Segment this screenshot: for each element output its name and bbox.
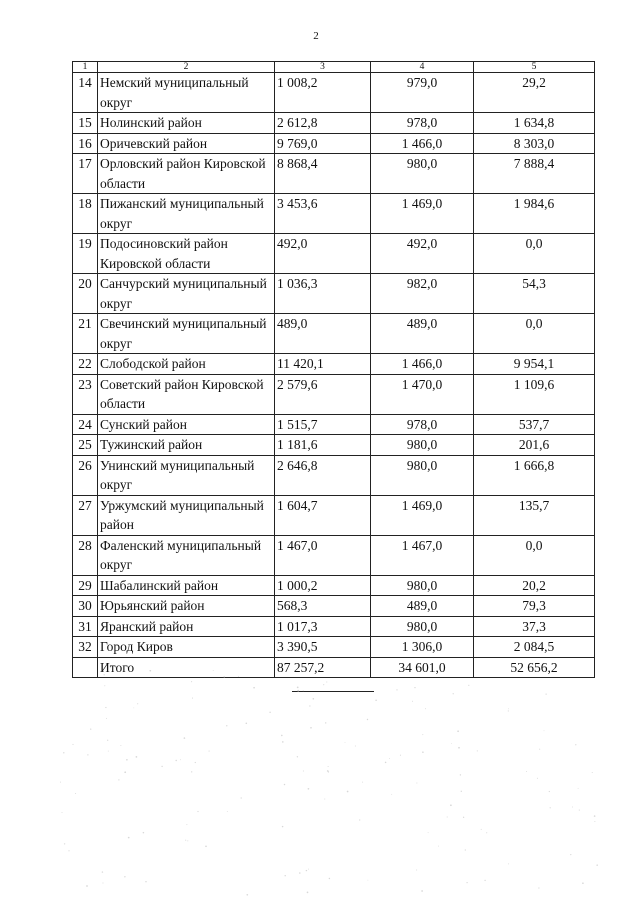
table-row — [73, 133, 595, 154]
district-name: Нолинский район — [98, 113, 275, 134]
value-col3: 1 181,6 — [275, 435, 371, 456]
value-col5: 20,2 — [474, 575, 595, 596]
value-col4: 492,0 — [371, 234, 474, 274]
value-col4: 980,0 — [371, 616, 474, 637]
table-row — [73, 73, 595, 113]
table-row — [73, 154, 595, 194]
row-number: 26 — [73, 455, 98, 495]
value-col3: 1 515,7 — [275, 414, 371, 435]
value-col4: 980,0 — [371, 455, 474, 495]
value-col5: 0,0 — [474, 314, 595, 354]
value-col3: 8 868,4 — [275, 154, 371, 194]
table-row — [73, 374, 595, 414]
value-col5: 2 084,5 — [474, 637, 595, 658]
value-col3: 568,3 — [275, 596, 371, 617]
value-col3: 489,0 — [275, 314, 371, 354]
value-col3: 11 420,1 — [275, 354, 371, 375]
total-col4: 34 601,0 — [371, 657, 474, 678]
value-col3: 1 467,0 — [275, 535, 371, 575]
value-col5: 201,6 — [474, 435, 595, 456]
row-number: 27 — [73, 495, 98, 535]
value-col4: 1 466,0 — [371, 133, 474, 154]
value-col3: 1 036,3 — [275, 274, 371, 314]
table-row — [73, 616, 595, 637]
row-number: 21 — [73, 314, 98, 354]
column-number-5: 5 — [474, 62, 595, 73]
value-col4: 1 469,0 — [371, 194, 474, 234]
value-col4: 978,0 — [371, 113, 474, 134]
total-col5: 52 656,2 — [474, 657, 595, 678]
value-col3: 492,0 — [275, 234, 371, 274]
district-name: Яранский район — [98, 616, 275, 637]
row-number: 18 — [73, 194, 98, 234]
total-col3: 87 257,2 — [275, 657, 371, 678]
table-row — [73, 354, 595, 375]
column-number-2: 2 — [98, 62, 275, 73]
district-name: Фаленский муниципальный округ — [98, 535, 275, 575]
column-number-row — [73, 62, 595, 73]
value-col5: 8 303,0 — [474, 133, 595, 154]
row-number: 31 — [73, 616, 98, 637]
value-col4: 980,0 — [371, 435, 474, 456]
value-col3: 3 390,5 — [275, 637, 371, 658]
table-row — [73, 637, 595, 658]
district-name: Немский муниципальный округ — [98, 73, 275, 113]
table-row — [73, 414, 595, 435]
row-number: 28 — [73, 535, 98, 575]
row-number: 14 — [73, 73, 98, 113]
table-row — [73, 535, 595, 575]
row-number: 17 — [73, 154, 98, 194]
district-name: Уржумский муниципальный район — [98, 495, 275, 535]
value-col4: 1 470,0 — [371, 374, 474, 414]
value-col3: 3 453,6 — [275, 194, 371, 234]
value-col5: 1 109,6 — [474, 374, 595, 414]
value-col5: 29,2 — [474, 73, 595, 113]
row-number: 29 — [73, 575, 98, 596]
total-label: Итого — [98, 657, 275, 678]
table-row — [73, 455, 595, 495]
value-col5: 1 634,8 — [474, 113, 595, 134]
table-row — [73, 575, 595, 596]
value-col3: 2 646,8 — [275, 455, 371, 495]
value-col5: 1 666,8 — [474, 455, 595, 495]
page-number: 2 — [313, 30, 319, 42]
value-col5: 79,3 — [474, 596, 595, 617]
budget-table — [72, 61, 595, 678]
row-number: 25 — [73, 435, 98, 456]
table-row — [73, 194, 595, 234]
value-col5: 37,3 — [474, 616, 595, 637]
scan-noise — [60, 670, 600, 900]
table-row — [73, 314, 595, 354]
table-row — [73, 495, 595, 535]
district-name: Шабалинский район — [98, 575, 275, 596]
row-number: 16 — [73, 133, 98, 154]
value-col4: 980,0 — [371, 154, 474, 194]
value-col4: 1 467,0 — [371, 535, 474, 575]
row-number: 30 — [73, 596, 98, 617]
value-col3: 2 612,8 — [275, 113, 371, 134]
value-col5: 0,0 — [474, 535, 595, 575]
value-col5: 7 888,4 — [474, 154, 595, 194]
value-col3: 1 604,7 — [275, 495, 371, 535]
district-name: Подосиновский район Кировской области — [98, 234, 275, 274]
column-number-1: 1 — [73, 62, 98, 73]
value-col5: 537,7 — [474, 414, 595, 435]
value-col5: 1 984,6 — [474, 194, 595, 234]
value-col3: 1 000,2 — [275, 575, 371, 596]
district-name: Санчурский муниципальный округ — [98, 274, 275, 314]
row-number: 15 — [73, 113, 98, 134]
value-col5: 9 954,1 — [474, 354, 595, 375]
row-number: 22 — [73, 354, 98, 375]
value-col3: 1 008,2 — [275, 73, 371, 113]
row-number: 24 — [73, 414, 98, 435]
value-col4: 1 469,0 — [371, 495, 474, 535]
district-name: Пижанский муниципальный округ — [98, 194, 275, 234]
value-col4: 1 466,0 — [371, 354, 474, 375]
value-col3: 1 017,3 — [275, 616, 371, 637]
row-number: 19 — [73, 234, 98, 274]
value-col4: 1 306,0 — [371, 637, 474, 658]
district-name: Советский район Кировской области — [98, 374, 275, 414]
value-col3: 2 579,6 — [275, 374, 371, 414]
district-name: Унинский муниципальный округ — [98, 455, 275, 495]
row-number: 20 — [73, 274, 98, 314]
table-row — [73, 596, 595, 617]
district-name: Слободской район — [98, 354, 275, 375]
district-name: Тужинский район — [98, 435, 275, 456]
district-name: Свечинский муниципальный округ — [98, 314, 275, 354]
table-row — [73, 113, 595, 134]
value-col5: 0,0 — [474, 234, 595, 274]
column-number-3: 3 — [275, 62, 371, 73]
value-col4: 982,0 — [371, 274, 474, 314]
column-number-4: 4 — [371, 62, 474, 73]
row-number: 23 — [73, 374, 98, 414]
value-col4: 980,0 — [371, 575, 474, 596]
district-name: Юрьянский район — [98, 596, 275, 617]
row-number: 32 — [73, 637, 98, 658]
value-col3: 9 769,0 — [275, 133, 371, 154]
district-name: Город Киров — [98, 637, 275, 658]
district-name: Сунский район — [98, 414, 275, 435]
district-name: Оричевский район — [98, 133, 275, 154]
value-col4: 978,0 — [371, 414, 474, 435]
table-row — [73, 274, 595, 314]
value-col4: 489,0 — [371, 314, 474, 354]
district-name: Орловский район Кировской области — [98, 154, 275, 194]
table-row — [73, 234, 595, 274]
value-col4: 979,0 — [371, 73, 474, 113]
value-col4: 489,0 — [371, 596, 474, 617]
value-col5: 135,7 — [474, 495, 595, 535]
value-col5: 54,3 — [474, 274, 595, 314]
table-row — [73, 435, 595, 456]
